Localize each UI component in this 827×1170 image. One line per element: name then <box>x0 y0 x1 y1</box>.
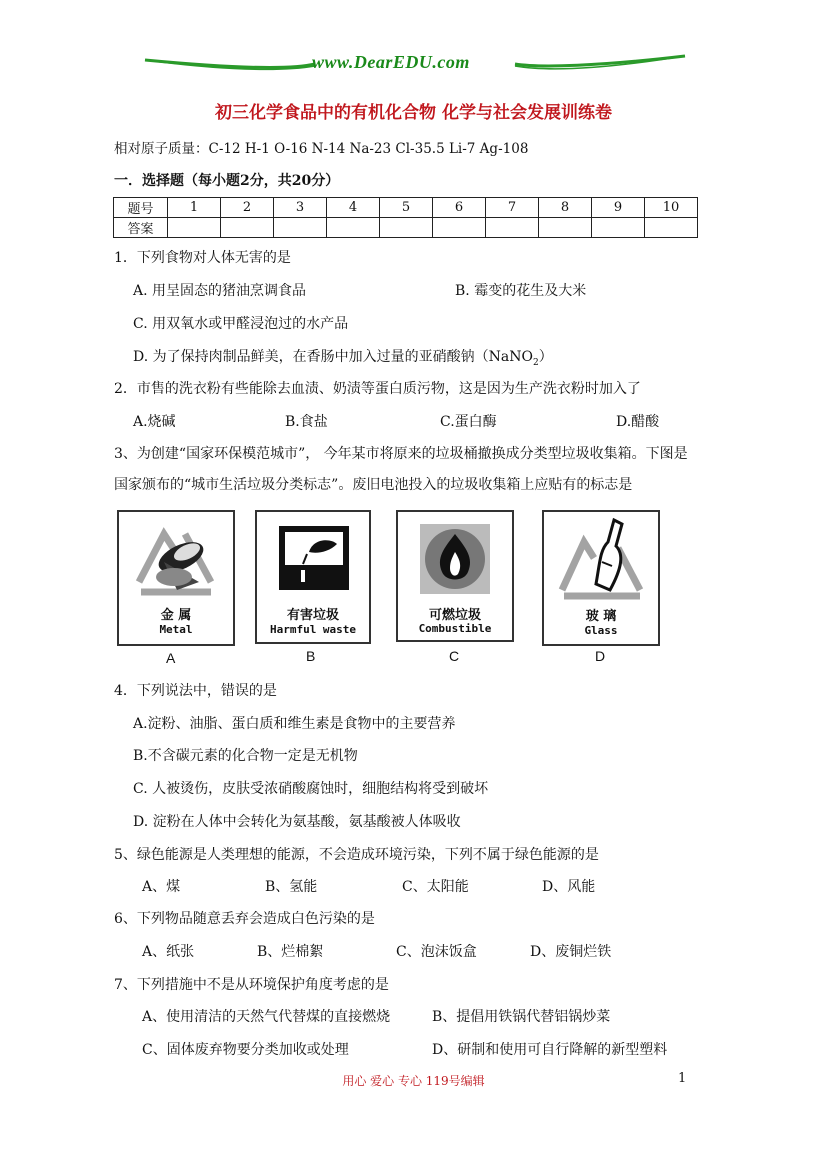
answer-cell[interactable] <box>433 218 486 238</box>
sign-label-en: Metal <box>159 623 193 636</box>
q7-stem: 7、下列措施中不是从环境保护角度考虑的是 <box>114 977 389 993</box>
question-number: 8 <box>539 198 592 218</box>
subscript: 2 <box>532 357 539 368</box>
sign-letter-a: A <box>166 650 176 666</box>
q5-option-b: B、氢能 <box>265 879 318 895</box>
q6-option-d: D、废铜烂铁 <box>530 944 612 960</box>
atomic-masses: 相对原子质量：C-12 H-1 O-16 N-14 Na-23 Cl-35.5 Li-7 Ag-108 <box>114 141 529 157</box>
q5-option-c: C、太阳能 <box>402 879 469 895</box>
q4-option-c: C. 人被烫伤，皮肤受浓硝酸腐蚀时，细胞结构将受到破坏 <box>133 781 489 797</box>
answer-cell[interactable] <box>592 218 645 238</box>
q4-stem: 4．下列说法中，错误的是 <box>114 683 277 699</box>
question-number: 5 <box>380 198 433 218</box>
row-label: 答案 <box>114 218 168 238</box>
q3-line2: 国家颁布的“城市生活垃圾分类标志”。废旧电池投入的垃圾收集箱上应贴有的标志是 <box>114 477 633 493</box>
answer-cell[interactable] <box>539 218 592 238</box>
question-number: 1 <box>168 198 221 218</box>
recycle-sign-glass <box>542 510 660 646</box>
question-number: 6 <box>433 198 486 218</box>
section-heading: 一．选择题（每小题2分，共20分） <box>114 173 340 189</box>
recycle-sign-metal <box>117 510 235 646</box>
q5-option-a: A、煤 <box>142 879 181 895</box>
question-number: 3 <box>274 198 327 218</box>
q1-option-c: C. 用双氧水或甲醛浸泡过的水产品 <box>133 316 349 332</box>
answer-cell[interactable] <box>168 218 221 238</box>
glass-bottle-icon <box>544 512 658 607</box>
q2-option-d: D.醋酸 <box>616 414 660 430</box>
sign-label-en: Glass <box>584 624 618 637</box>
sign-label-en: Harmful waste <box>269 623 357 636</box>
q6-option-b: B、烂棉絮 <box>257 944 324 960</box>
answer-table <box>113 197 698 238</box>
question-number: 7 <box>486 198 539 218</box>
footer-text: 用心 爱心 专心 119号编辑 <box>342 1074 485 1088</box>
q2-option-a: A.烧碱 <box>133 414 176 430</box>
q4-option-d: D. 淀粉在人体中会转化为氨基酸，氨基酸被人体吸收 <box>133 814 461 830</box>
answer-cell[interactable] <box>274 218 327 238</box>
site-url[interactable]: www.DearEDU.com <box>312 52 470 72</box>
answer-cell[interactable] <box>645 218 698 238</box>
table-row <box>114 218 698 238</box>
q6-option-c: C、泡沫饭盒 <box>396 944 477 960</box>
page-title: 初三化学食品中的有机化合物 化学与社会发展训练卷 <box>215 103 612 123</box>
q2-option-b: B.食盐 <box>285 414 328 430</box>
sign-label-cn: 有害垃圾 <box>286 608 339 623</box>
q7-option-c: C、固体废弃物要分类加收或处理 <box>142 1042 349 1058</box>
harmful-waste-icon <box>257 512 369 607</box>
q2-stem: 2．市售的洗衣粉有些能除去血渍、奶渍等蛋白质污物，这是因为生产洗衣粉时加入了 <box>114 381 641 397</box>
sign-label-cn: 金 属 <box>160 608 192 623</box>
flame-icon <box>398 512 512 607</box>
q7-option-a: A、使用清洁的天然气代替煤的直接燃烧 <box>142 1009 391 1025</box>
q7-option-b: B、提倡用铁锅代替铝锅炒菜 <box>432 1009 611 1025</box>
question-number: 2 <box>221 198 274 218</box>
table-row <box>114 198 698 218</box>
q7-option-d: D、研制和使用可自行降解的新型塑料 <box>432 1042 668 1058</box>
q3-line1: 3、为创建“国家环保模范城市”， 今年某市将原来的垃圾桶撤换成分类型垃圾收集箱。下图是 <box>114 446 688 462</box>
sign-letter-b: B <box>306 648 316 664</box>
q4-option-b: B.不含碳元素的化合物一定是无机物 <box>133 748 358 764</box>
q5-stem: 5、绿色能源是人类理想的能源，不会造成环境污染，下列不属于绿色能源的是 <box>114 847 599 863</box>
metal-can-icon <box>119 512 233 607</box>
sign-label-en: Combustible <box>418 622 492 635</box>
sign-label-cn: 可燃垃圾 <box>428 608 481 623</box>
q2-option-c: C.蛋白酶 <box>440 414 497 430</box>
q5-option-d: D、风能 <box>542 879 596 895</box>
q1-option-d-text: D. 为了保持肉制品鲜美，在香肠中加入过量的亚硝酸钠（NaNO <box>133 349 533 365</box>
q6-option-a: A、纸张 <box>142 944 195 960</box>
question-number: 10 <box>645 198 698 218</box>
q1-option-d <box>133 346 553 368</box>
question-number: 9 <box>592 198 645 218</box>
q1-option-d-end: ） <box>538 349 553 365</box>
q4-option-a: A.淀粉、油脂、蛋白质和维生素是食物中的主要营养 <box>133 716 456 732</box>
answer-cell[interactable] <box>486 218 539 238</box>
q6-stem: 6、下列物品随意丢弃会造成白色污染的是 <box>114 911 375 927</box>
q1-option-a: A. 用呈固态的猪油烹调食品 <box>133 283 307 299</box>
q1-option-b: B. 霉变的花生及大米 <box>455 283 587 299</box>
recycle-sign-combustible <box>396 510 514 642</box>
sign-letter-d: D <box>595 648 606 664</box>
question-number: 4 <box>327 198 380 218</box>
answer-cell[interactable] <box>380 218 433 238</box>
page-number: 1 <box>678 1071 687 1086</box>
sign-letter-c: C <box>449 648 460 664</box>
answer-cell[interactable] <box>221 218 274 238</box>
answer-cell[interactable] <box>327 218 380 238</box>
recycle-sign-harmful <box>255 510 371 644</box>
sign-label-cn: 玻 璃 <box>585 609 617 624</box>
row-label: 题号 <box>114 198 168 218</box>
q1-stem: 1．下列食物对人体无害的是 <box>114 250 291 266</box>
